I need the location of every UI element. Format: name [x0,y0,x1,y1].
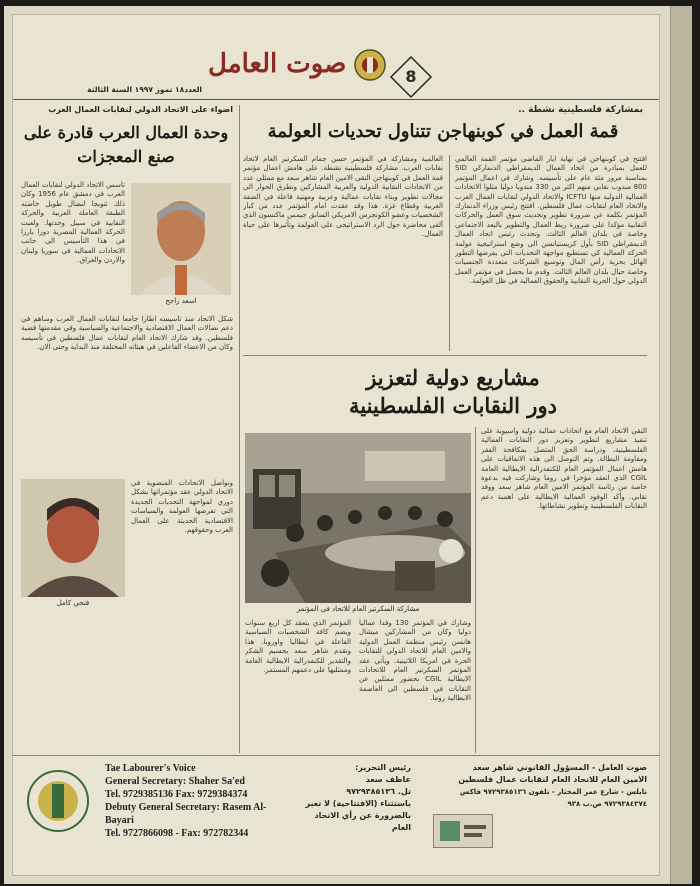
portrait-fathi-kamel [21,479,125,597]
conference-photo [245,433,471,603]
main-article-headline: قمة العمل في كوبنهاجن تتناول تحديات العولمة [267,121,619,142]
footer-english [105,762,295,840]
issue-line: العدد١٨ تموز ١٩٩٧ السنة الثالثة [87,85,202,94]
masthead-divider [13,99,660,100]
editor-tel: تل. ٩٧٢٩٣٨٥١٣٦ [346,787,411,796]
sidebar-text-mid: شكل الاتحاد منذ تأسيسه اطارا جامعا لنقابات العمال العرب وساهم في دعم نضالات العمال الاقتصادية والاجتماعية والسياسية وفي مقدمتها قضية فلسطين. وقد شارك الاتحاد العام لنقابات عمال فلسطين في تأسيسه وكان من الاعضاء الفاعلين في هيئاته المختلفة منذ البداية وحتى الان. [21,315,233,352]
brand-title: صوت العامل [208,49,347,79]
main-article-col-right: افتتح في كوبنهاجن في نهاية ايار الماضي مؤتمر القمة العالمي للعمل بمبادرة من اتحاد العمال الديمقراطي الدنماركي SID بمناسبة مرور مئة عام على تأسيسه. وشارك في اعمال المؤتمر 800 مندوب نقابي منهم اكثر من 330 مندوبا دوليا مثلوا الاتحادات العمالية الدولية منها ICFTU والاتحاد الدولي لنقابات العمال العرب والاتحاد العام لنقابات عمال فلسطين. افتتح رئيس وزراء الدنمارك المؤتمر بكلمة عن ضرورة تطوير وتحديث سوق العمل والحركات النقابية مؤكدا على ضرورة ربط العمال والتطوير بالبعد الاجتماعي وخاصة في بلدان العالم الثالث. وتحدث رئيس اتحاد العمال الديمقراطي SID بأول كريستيانسن الى وضع استراتيجية عولمة الحركة العمالية كي تستطيع مواجهة التحديات التي يفرضها التطور الهائل بحرية رأس المال وتوسيع الشركات متعددة الجنسيات وخاصة حيال بلدان العالم الثالث. وقدم ما يحصل في مؤتمر العمل الدولي حول الحرية النقابية والحقوق العمالية في ظل العولمة. [455,155,647,286]
column-divider [449,155,450,351]
newspaper-page [12,14,660,876]
library-stamp [433,814,493,848]
footer-editor-block [301,762,411,834]
disclaimer-2: بالضرورة عن رأي الاتحاد العام [314,811,411,832]
publisher-line-1: صوت العامل - المسؤول القانوني شاهر سعد [472,763,647,772]
sidebar-text-top: تأسس الاتحاد الدولي لنقابات العمال العرب في دمشق عام 1956 وكان ذلك تتويجا لنضال طويل خاضته الطبقة العاملة العربية والحركة النقابية في سبيل وحدتها. ولعبت الحركة العمالية المصرية دورا بارزا في هذا التأسيس الى جانب الاتحادات العمالية في سوريا ولبنان والاردن والعراق. [21,181,125,265]
footer-en-tel2: Tel. 9727866098 - Fax: 972782344 [105,828,249,839]
footer-publisher-block [417,762,647,810]
footer-en-dgs: Debuty General Secretary: Rasem Al-Bayari [105,802,267,826]
conference-photo-caption: مشاركة السكرتير العام للاتحاد في المؤتمر [296,605,420,613]
column-divider [475,427,476,753]
second-article-col-right: التقى الاتحاد العام مع اتحادات عمالية دولية واسيوية على تنفيذ مشاريع لتطوير وتعزيز دور النقابات العمالية الفلسطينية، ودراسة الحق المتصل بمكافحة الفقر ومقاومة البطالة. وتم التوصل الى هذه الاتفاقيات على هامش اعمال المؤتمر العام للكنفدرالية الايطالية العامة CGIL الذي انعقد مؤخرا في روما وشاركت فيه بدعوة خاصة من رئاسة المؤتمر الامين العام شاهر سعد ووفد نقابي. وأكد الوفود العمالية الايطالية على اهمية دعم النقابات الفلسطينية وتطوير نشاطاتها. [481,427,647,511]
union-logo-icon [23,766,93,836]
publisher-line-2: الامين العام للاتحاد العام لنقابات عمال فلسطين [458,775,647,784]
editor-name: عاطف سعد [365,775,411,784]
main-article-col-left: العالمية ومشاركة في المؤتمر حسن جمام السكرتير العام لاتحاد نقابات العرب. مشاركة فلسطينية نشطة. على هامش اعمال مؤتمر قمة العمل في كوبنهاجن التقى الامين العام شاهر سعد مع ممثلي عدد من الاتحادات النقابية الدولية والعربية المشاركين وتطرق الحوار الى مجالات تطوير وبناء نقابات عمالية وعربية ومهنية فاعلة في الضفة الغربية وقطاع غزة. هذا وقد عقدت امام المؤتمر عدد من كبار الشخصيات وعضو الكونجرس الامريكي السابق جيمس ماكنسون الذي ألقى محاضرة حول الرد الاستراتيجي على العولمة وتأثيرها على حياة العمال. [243,155,443,239]
footer-en-gs: General Secretary: Shaher Sa'ed [105,776,245,787]
editor-label: رئيس التحرير: [355,763,411,772]
portrait-caption-2: فتحي كامل [56,599,90,607]
portrait-caption-1: اسعد راجح [165,297,197,305]
footer-en-title: Tae Labourer's Voice [105,763,196,774]
publisher-line-3: نابلس - شارع عمر المختار - تلفون ٩٧٢٩٣٨٥١٣٦ فاكس ٩٧٢٩٣٨٤٣٧٤ ص.ب ٩٣٨ [459,788,647,808]
scanned-sheet [4,6,692,884]
masthead [13,15,660,97]
page-number: 8 [405,67,417,86]
second-article-headline-line2: دور النقابات الفلسطينية [349,393,557,418]
disclaimer-1: باستثناء (الافتتاحية) لا تعبر [305,799,411,808]
sidebar-kicker: اضواء على الاتحاد الدولي لنقابات العمال العرب [48,105,233,114]
main-article-kicker: بمشاركة فلسطينية نشطة .. [518,105,643,115]
second-article-col-left: المؤتمر الذي يتعقد كل اربع سنوات ويضم كافة الشخصيات السياسية الفاعلة في ايطاليا واوروبا. هذا وتقدم شاهر سعد بجسيم الشكر والتقدير للكنفدرالية الايطالية العامة وممثليها على دعمهم المستمر. [245,619,351,675]
footer [13,756,660,859]
portrait-asaad-rajeh [131,183,231,295]
union-logo-icon [353,48,387,82]
sidebar-divider [239,105,240,753]
binding-spine [670,6,692,884]
second-article-col-mid: وشارك في المؤتمر 130 وفدا عماليا دوليا وكان من المشاركين ميشال هانسن رئيس منظمة العمل الدولية والامين العام للاتحاد الدولي للنقابات الحرة في امريكا اللاتينية. ويأتي عقد المؤتمر السكرتير العام للاتحادات الايطالية CGIL بحضور ممثلين عن النقابات في فلسطين الى العاصمة الايطالية روما. [359,619,471,703]
footer-en-tel1: Tel. 9729385136 Fax: 9729384374 [105,789,248,800]
second-article-headline-line1: مشاريع دولية لتعزيز [366,365,540,390]
article-divider [243,355,647,356]
sidebar-text-bottom: وتواصل الاتحادات المنضوية في الاتحاد الدولي عقد مؤتمراتها بشكل دوري لمواجهة التحديات الجديدة التي تفرضها العولمة والسياسات الاقتصادية الحديثة على العمال العرب وحقوقهم. [131,479,233,535]
sidebar-headline: وحدة العمال العرب قادرة على صنع المعجزات [23,123,229,166]
